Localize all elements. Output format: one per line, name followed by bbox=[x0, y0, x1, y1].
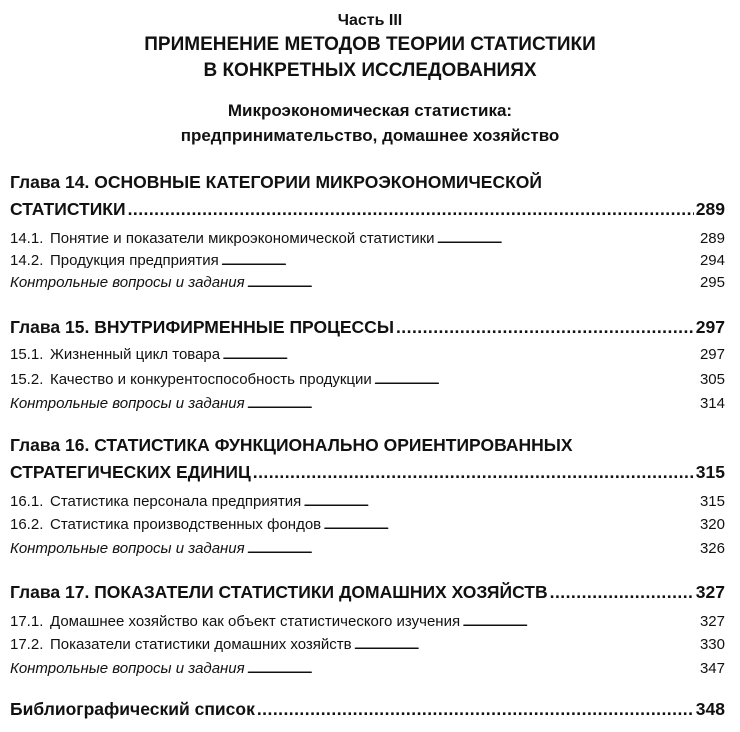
section-14-2[interactable] bbox=[10, 250, 725, 272]
section-page: 289 bbox=[699, 230, 725, 247]
section-17-1[interactable] bbox=[10, 611, 725, 633]
section-title: Домашнее хозяйство как объект статистического изучения bbox=[50, 613, 461, 630]
questions-page: 314 bbox=[699, 395, 725, 412]
section-page: 297 bbox=[699, 346, 725, 363]
leader-dots bbox=[247, 538, 698, 560]
leader-dots bbox=[374, 369, 698, 391]
leader-dots bbox=[247, 658, 698, 680]
bibliography-title: Библиографический список bbox=[10, 699, 255, 719]
leader-dots bbox=[462, 611, 698, 633]
section-page: 294 bbox=[699, 252, 725, 269]
questions-15[interactable] bbox=[10, 393, 725, 415]
leader-dots bbox=[303, 491, 698, 513]
section-16-2[interactable] bbox=[10, 514, 725, 536]
section-17-2[interactable] bbox=[10, 634, 725, 656]
section-number: 14.2. bbox=[10, 252, 44, 269]
part-subtitle-line1: Микроэкономическая статистика: bbox=[227, 101, 513, 120]
section-title: Качество и конкурентоспособность продукции bbox=[50, 371, 372, 388]
chapter-16-title-cont: СТРАТЕГИЧЕСКИХ ЕДИНИЦ bbox=[10, 462, 251, 482]
section-number: 15.2. bbox=[10, 371, 44, 388]
chapter-14-page: 289 bbox=[695, 199, 725, 219]
chapter-17-entry[interactable] bbox=[10, 580, 725, 604]
questions-page: 295 bbox=[699, 274, 725, 291]
questions-16[interactable] bbox=[10, 538, 725, 560]
leader-dots bbox=[247, 393, 698, 415]
section-15-1[interactable] bbox=[10, 344, 725, 366]
section-page: 327 bbox=[699, 613, 725, 630]
chapter-16-entry[interactable] bbox=[10, 460, 725, 484]
section-14-1[interactable] bbox=[10, 228, 725, 250]
section-page: 305 bbox=[699, 371, 725, 388]
section-number: 15.1. bbox=[10, 346, 44, 363]
section-number: 16.1. bbox=[10, 493, 44, 510]
leader-dots bbox=[396, 315, 694, 339]
leader-dots bbox=[323, 514, 698, 536]
chapter-16-page: 315 bbox=[695, 462, 725, 482]
section-title: Жизненный цикл товара bbox=[50, 346, 221, 363]
leader-dots bbox=[247, 272, 698, 294]
section-title: Статистика персонала предприятия bbox=[50, 493, 302, 510]
section-number: 17.1. bbox=[10, 613, 44, 630]
chapter-17-title: Глава 17. ПОКАЗАТЕЛИ СТАТИСТИКИ ДОМАШНИХ ХОЗЯЙСТВ bbox=[10, 582, 548, 602]
section-number: 16.2. bbox=[10, 516, 44, 533]
questions-title: Контрольные вопросы и задания bbox=[10, 540, 245, 557]
section-title: Продукция предприятия bbox=[50, 252, 219, 269]
section-16-1[interactable] bbox=[10, 491, 725, 513]
section-title: Статистика производственных фондов bbox=[50, 516, 322, 533]
questions-page: 326 bbox=[699, 540, 725, 557]
chapter-17-page: 327 bbox=[695, 582, 725, 602]
part-title-line2: В КОНКРЕТНЫХ ИССЛЕДОВАНИЯХ bbox=[203, 60, 537, 81]
part-title-line1: ПРИМЕНЕНИЕ МЕТОДОВ ТЕОРИИ СТАТИСТИКИ bbox=[144, 34, 596, 55]
chapter-15-page: 297 bbox=[695, 317, 725, 337]
section-15-2[interactable] bbox=[10, 369, 725, 391]
leader-dots bbox=[257, 697, 694, 721]
chapter-15-title: Глава 15. ВНУТРИФИРМЕННЫЕ ПРОЦЕССЫ bbox=[10, 317, 394, 337]
questions-title: Контрольные вопросы и задания bbox=[10, 274, 245, 291]
questions-title: Контрольные вопросы и задания bbox=[10, 660, 245, 677]
section-page: 315 bbox=[699, 493, 725, 510]
leader-dots bbox=[221, 250, 698, 272]
leader-dots bbox=[550, 580, 694, 604]
questions-17[interactable] bbox=[10, 658, 725, 680]
section-title: Показатели статистики домашних хозяйств bbox=[50, 636, 352, 653]
section-page: 320 bbox=[699, 516, 725, 533]
questions-title: Контрольные вопросы и задания bbox=[10, 395, 245, 412]
leader-dots bbox=[222, 344, 698, 366]
section-number: 14.1. bbox=[10, 230, 44, 247]
chapter-14-title[interactable]: Глава 14. ОСНОВНЫЕ КАТЕГОРИИ МИКРОЭКОНОМИЧЕСКОЙ bbox=[10, 172, 542, 192]
leader-dots bbox=[354, 634, 698, 656]
part-subtitle-line2: предпринимательство, домашнее хозяйство bbox=[180, 126, 560, 145]
questions-14[interactable] bbox=[10, 272, 725, 294]
leader-dots bbox=[437, 228, 698, 250]
chapter-14-title-cont: СТАТИСТИКИ bbox=[10, 199, 126, 219]
chapter-14-entry[interactable] bbox=[10, 197, 725, 221]
chapter-15-entry[interactable] bbox=[10, 315, 725, 339]
bibliography-page: 348 bbox=[695, 699, 725, 719]
section-page: 330 bbox=[699, 636, 725, 653]
section-number: 17.2. bbox=[10, 636, 44, 653]
chapter-16-title[interactable]: Глава 16. СТАТИСТИКА ФУНКЦИОНАЛЬНО ОРИЕНТИРОВАННЫХ bbox=[10, 435, 573, 455]
questions-page: 347 bbox=[699, 660, 725, 677]
part-label: Часть III bbox=[337, 12, 403, 29]
leader-dots bbox=[128, 197, 694, 221]
leader-dots bbox=[253, 460, 694, 484]
bibliography-entry[interactable] bbox=[10, 697, 725, 721]
section-title: Понятие и показатели микроэкономической статистики bbox=[50, 230, 435, 247]
